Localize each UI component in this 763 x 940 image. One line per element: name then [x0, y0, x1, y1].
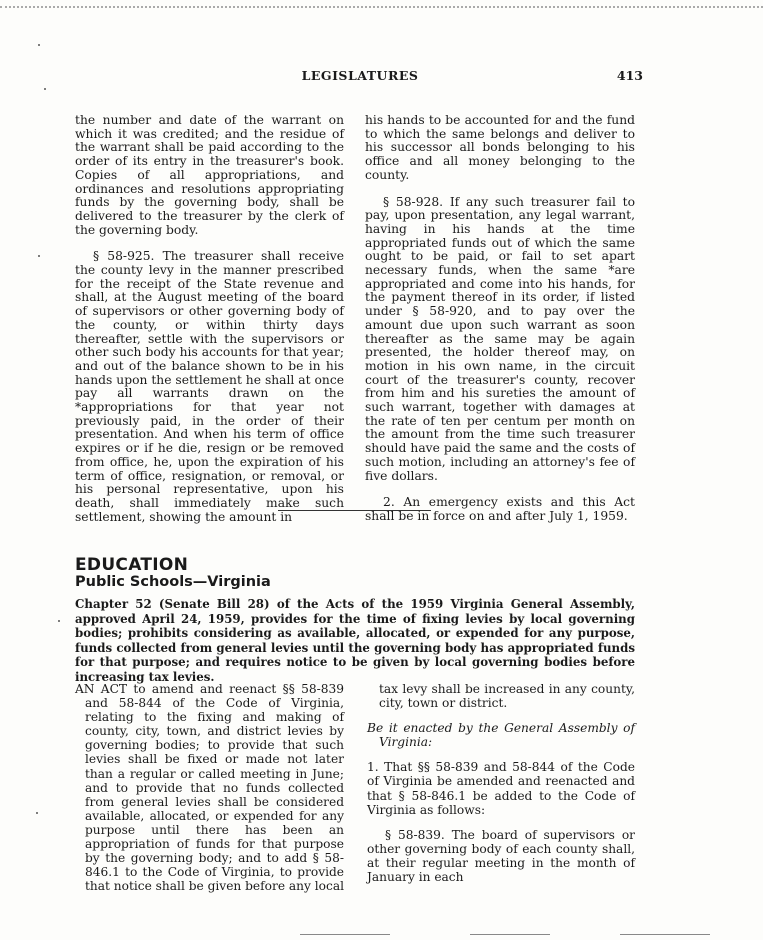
chapter-summary: Chapter 52 (Senate Bill 28) of the Acts of the 1959 Virginia General Assembly, approved April 24, 1959, provides for the time of fixing levies by local governing bodies; prohibits considering as available, allocated, or expended for any purpose, funds collected from general levies until the governing body has appropriated funds for that purpose; and requires notice to be given by local governing bodies before increasing tax levies.: [75, 597, 635, 684]
page-number: 413: [616, 68, 643, 83]
paragraph: § 58-925. The treasurer shall receive the county levy in the manner prescribed for the receipt of the State revenue and shall, at the August meeting of the board of supervisors or other governing body of the county, or within thirty days thereafter, settle with the supervisors or other such body his accounts for that year; and out of the balance shown to be in his hands upon the settlement he shall at once pay all warrants drawn on the *appropriations for that year not previously paid, in the order of their presentation. And when his term of office expires or if he die, resign or be removed from office, he, upon the expiration of his term of office, resignation, or removal, or his personal representative, upon his death, shall immediately make such settlement, showing the amount in: [75, 249, 344, 524]
running-header: LEGISLATURES: [301, 68, 419, 83]
section-divider: [278, 510, 431, 511]
act-title: AN ACT to amend and reenact §§ 58-839 and 58-844 of the Code of Virginia, relating to the fixing and making of county, city, town, and district levies by governing bodies; to provide that such levies shall be fixed or made not later than a regular or called meeting in June; and to provide that no funds collected from general levies shall be considered available, allocated, or expended for any purpose until there has been an appropriation of funds for that purpose by the governing body; and to add § 58-846.1 to the Code of Virginia, to provide that notice shall be given before any local: [75, 682, 345, 894]
paragraph: 1. That §§ 58-839 and 58-844 of the Code of Virginia be amended and reenacted and that § 58-846.1 be added to the Code of Virginia as follows:: [367, 760, 635, 817]
paragraph: tax levy shall be increased in any county, city, town or district.: [379, 682, 635, 711]
top-left-column: [75, 114, 344, 524]
scan-speck: [38, 255, 40, 257]
paragraph: the number and date of the warrant on which it was credited; and the residue of the warrant shall be paid according to the order of its entry in the treasurer's book. Copies of all appropriations, and ordinances and resolutions appropriating funds by the governing body, shall be delivered to the treasurer by the clerk of the governing body.: [75, 113, 344, 237]
scan-speck: [38, 44, 40, 46]
paragraph: § 58-839. The board of supervisors or other governing body of each county shall, at their regular meeting in the month of January in each: [367, 827, 635, 885]
scan-speck: [36, 812, 38, 814]
bottom-left-column: [75, 682, 344, 893]
scan-speck: [44, 88, 46, 90]
bottom-right-column: [367, 682, 635, 884]
section-title: EDUCATION: [75, 555, 189, 575]
top-right-column: [365, 114, 635, 524]
scan-speck: [58, 620, 60, 622]
paragraph: 2. An emergency exists and this Act shall be in force on and after July 1, 1959.: [365, 495, 635, 523]
paragraph: § 58-928. If any such treasurer fail to pay, upon presentation, any legal warrant, having in his hands at the time appropriated funds out of which the same ought to be paid, or fail to set apart necessary funds, when the same *are appropriated and come into his hands, for the payment thereof in its order, if listed under § 58-920, and to pay over the amount due upon such warrant as soon thereafter as the same may be again presented, the holder thereof may, on motion in his own name, in the circuit court of the treasurer's county, recover from him and his sureties the amount of such warrant, together with damages at the rate of ten per centum per month on the amount from the time such treasurer should have paid the same and the costs of such motion, including an attorney's fee of five dollars.: [365, 194, 635, 483]
scan-edge-line: [620, 934, 710, 935]
scan-edge-line: [300, 934, 390, 935]
section-subtitle: Public Schools—Virginia: [75, 574, 271, 590]
scan-edge-dots: [0, 6, 763, 8]
paragraph: his hands to be accounted for and the fund to which the same belongs and deliver to his successor all bonds belonging to his office and all money belonging to the county.: [365, 113, 635, 182]
enacting-clause: Be it enacted by the General Assembly of Virginia:: [367, 721, 635, 750]
scan-edge-line: [470, 934, 550, 935]
